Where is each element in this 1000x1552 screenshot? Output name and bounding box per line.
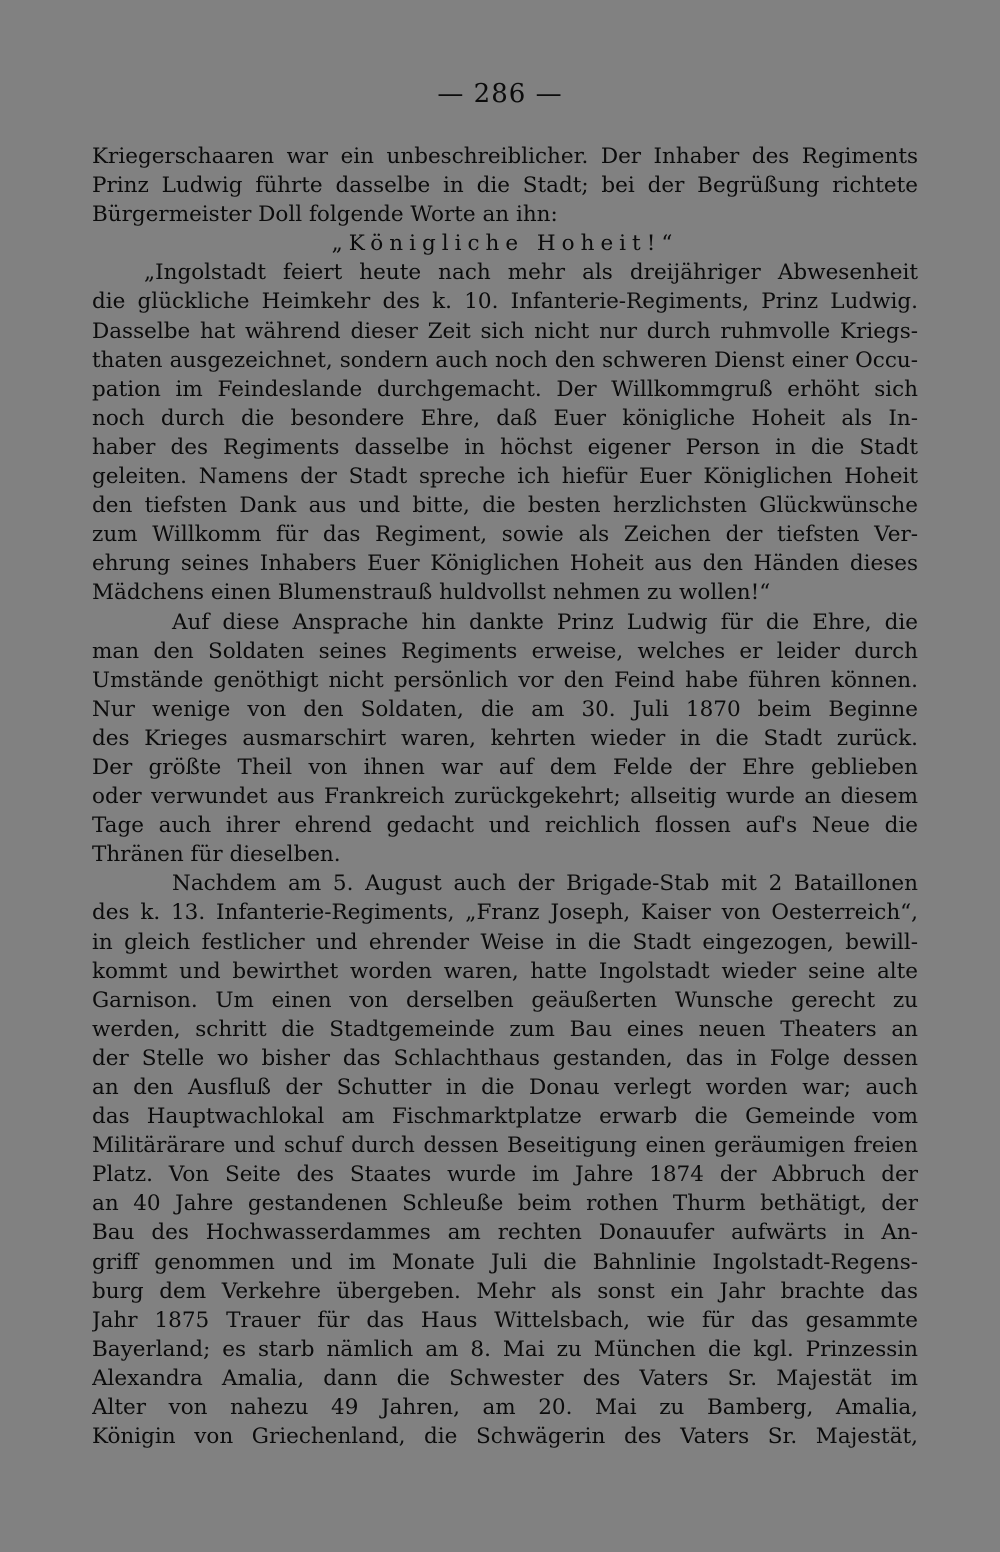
text-line: den tiefsten Dank aus und bitte, die besten herzlichsten Glückwünsche (92, 493, 918, 519)
salutation-line: „Königliche Hoheit!“ (331, 231, 679, 257)
text-line: griff genommen und im Monate Juli die Bahnlinie Ingolstadt-Regens- (92, 1249, 918, 1275)
text-line: Dasselbe hat während dieser Zeit sich nicht nur durch ruhmvolle Kriegs- (92, 318, 918, 344)
text-line: Auf diese Ansprache hin dankte Prinz Ludwig für die Ehre, die (172, 609, 918, 635)
text-line: werden, schritt die Stadtgemeinde zum Bau eines neuen Theaters an (92, 1016, 918, 1042)
text-line: Bürgermeister Doll folgende Worte an ihn: (92, 202, 558, 228)
text-line: in gleich festlicher und ehrender Weise in die Stadt eingezogen, bewill- (92, 929, 918, 955)
text-line: Platz. Von Seite des Staates wurde im Jahre 1874 der Abbruch der (92, 1162, 918, 1188)
text-line: Königin von Griechenland, die Schwägerin des Vaters Sr. Majestät, (92, 1424, 918, 1450)
text-line: Mädchens einen Blumenstrauß huldvollst nehmen zu wollen!“ (92, 580, 771, 606)
text-line: Prinz Ludwig führte dasselbe in die Stadt; bei der Begrüßung richtete (92, 173, 918, 199)
text-line: Umstände genöthigt nicht persönlich vor den Feind habe führen können. (92, 667, 918, 693)
text-line: Nachdem am 5. August auch der Brigade-Stab mit 2 Bataillonen (172, 871, 918, 897)
text-line: Garnison. Um einen von derselben geäußerten Wunsche gerecht zu (92, 987, 918, 1013)
text-line: an den Ausfluß der Schutter in die Donau verlegt worden war; auch (92, 1075, 918, 1100)
text-line: Militärärare und schuf durch dessen Beseitigung einen geräumigen freien (92, 1133, 918, 1159)
text-line: des k. 13. Infanterie-Regiments, „Franz Joseph, Kaiser von Oesterreich“, (92, 900, 918, 926)
text-line: Bau des Hochwasserdammes am rechten Donauufer aufwärts in An- (92, 1220, 918, 1246)
text-line: oder verwundet aus Frankreich zurückgekehrt; allseitig wurde an diesem (92, 784, 918, 810)
text-line: noch durch die besondere Ehre, daß Euer königliche Hoheit als In- (92, 405, 918, 431)
text-line: „Ingolstadt feiert heute nach mehr als dreijähriger Abwesenheit (144, 260, 918, 286)
text-line: Bayerland; es starb nämlich am 8. Mai zu München die kgl. Prinzessin (92, 1336, 918, 1362)
text-line: burg dem Verkehre übergeben. Mehr als sonst ein Jahr brachte das (92, 1278, 918, 1304)
text-line: thaten ausgezeichnet, sondern auch noch den schweren Dienst einer Occu- (92, 347, 918, 373)
text-line: Tage auch ihrer ehrend gedacht und reichlich flossen auf's Neue die (92, 813, 918, 839)
body-text (92, 142, 918, 1451)
text-line: das Hauptwachlokal am Fischmarktplatze erwarb die Gemeinde vom (92, 1104, 918, 1130)
text-line: kommt und bewirthet worden waren, hatte Ingolstadt wieder seine alte (92, 958, 918, 984)
text-line: der Stelle wo bisher das Schlachthaus gestanden, das in Folge dessen (92, 1045, 918, 1071)
text-line: man den Soldaten seines Regiments erweise, welches er leider durch (92, 638, 918, 664)
text-line: Alexandra Amalia, dann die Schwester des Vaters Sr. Majestät im (92, 1365, 918, 1391)
text-line: geleiten. Namens der Stadt spreche ich hiefür Euer Königlichen Hoheit (92, 464, 918, 490)
text-line: Nur wenige von den Soldaten, die am 30. Juli 1870 beim Beginne (92, 696, 918, 722)
text-line: ehrung seines Inhabers Euer Königlichen Hoheit aus den Händen dieses (92, 551, 918, 577)
page-number: — 286 — (437, 79, 563, 109)
text-line: Kriegerschaaren war ein unbeschreiblicher. Der Inhaber des Regiments (92, 144, 918, 169)
text-line: haber des Regiments dasselbe in höchst eigener Person in die Stadt (92, 434, 918, 460)
text-line: Jahr 1875 Trauer für das Haus Wittelsbach, wie für das gesammte (92, 1307, 918, 1333)
text-line: pation im Feindeslande durchgemacht. Der Willkommgruß erhöht sich (92, 376, 918, 402)
text-line: an 40 Jahre gestandenen Schleuße beim rothen Thurm bethätigt, der (92, 1191, 918, 1217)
text-line: zum Willkomm für das Regiment, sowie als Zeichen der tiefsten Ver- (92, 522, 918, 548)
text-line: die glückliche Heimkehr des k. 10. Infanterie-Regiments, Prinz Ludwig. (92, 289, 918, 315)
text-line: Alter von nahezu 49 Jahren, am 20. Mai zu Bamberg, Amalia, (92, 1395, 918, 1421)
text-line: Der größte Theil von ihnen war auf dem Felde der Ehre geblieben (92, 754, 918, 780)
text-line: des Krieges ausmarschirt waren, kehrten wieder in die Stadt zurück. (92, 725, 918, 751)
text-line: Thränen für dieselben. (92, 842, 341, 868)
